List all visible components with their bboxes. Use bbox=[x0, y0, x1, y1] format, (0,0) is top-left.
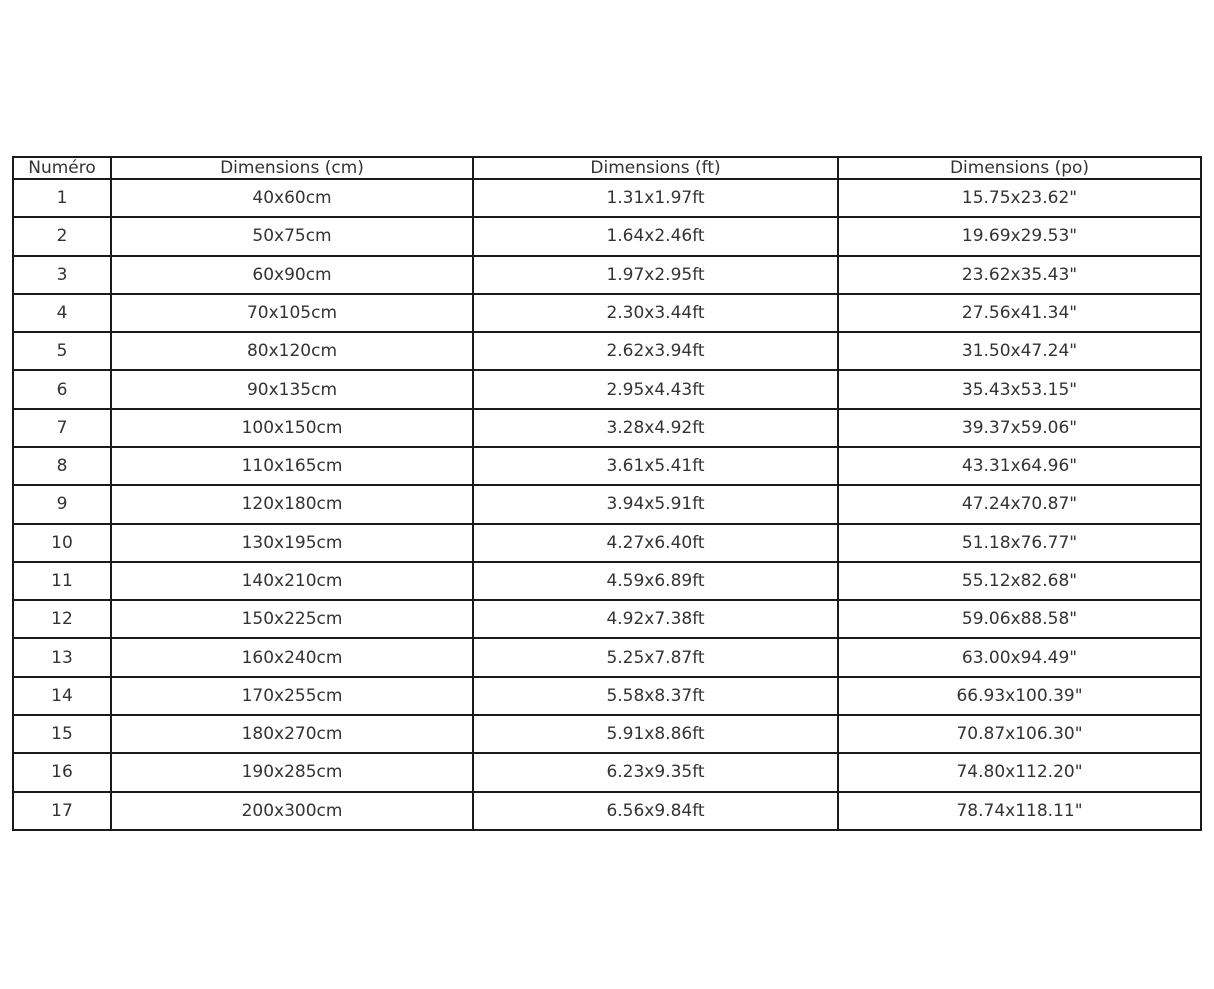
cell-numero: 5 bbox=[13, 332, 111, 370]
table-row bbox=[13, 447, 1201, 485]
table-row bbox=[13, 256, 1201, 294]
cell-dimensions-ft: 6.23x9.35ft bbox=[473, 753, 838, 791]
dimensions-conversion-table bbox=[12, 156, 1202, 831]
cell-dimensions-cm: 180x270cm bbox=[111, 715, 473, 753]
cell-dimensions-cm: 110x165cm bbox=[111, 447, 473, 485]
cell-dimensions-ft: 2.95x4.43ft bbox=[473, 370, 838, 408]
table-row bbox=[13, 294, 1201, 332]
cell-dimensions-po: 66.93x100.39" bbox=[838, 677, 1201, 715]
cell-dimensions-po: 55.12x82.68" bbox=[838, 562, 1201, 600]
cell-numero: 11 bbox=[13, 562, 111, 600]
table-row bbox=[13, 753, 1201, 791]
column-header-numero: Numéro bbox=[13, 157, 111, 179]
cell-dimensions-cm: 40x60cm bbox=[111, 179, 473, 217]
cell-dimensions-ft: 1.97x2.95ft bbox=[473, 256, 838, 294]
cell-dimensions-ft: 3.28x4.92ft bbox=[473, 409, 838, 447]
cell-dimensions-po: 70.87x106.30" bbox=[838, 715, 1201, 753]
cell-dimensions-po: 78.74x118.11" bbox=[838, 792, 1201, 831]
cell-dimensions-cm: 70x105cm bbox=[111, 294, 473, 332]
cell-dimensions-ft: 5.25x7.87ft bbox=[473, 638, 838, 676]
cell-dimensions-po: 74.80x112.20" bbox=[838, 753, 1201, 791]
cell-dimensions-cm: 80x120cm bbox=[111, 332, 473, 370]
cell-dimensions-po: 43.31x64.96" bbox=[838, 447, 1201, 485]
cell-dimensions-ft: 1.64x2.46ft bbox=[473, 217, 838, 255]
cell-numero: 13 bbox=[13, 638, 111, 676]
table-row bbox=[13, 715, 1201, 753]
cell-dimensions-ft: 5.58x8.37ft bbox=[473, 677, 838, 715]
table-row bbox=[13, 217, 1201, 255]
table-row bbox=[13, 179, 1201, 217]
cell-dimensions-po: 39.37x59.06" bbox=[838, 409, 1201, 447]
cell-numero: 9 bbox=[13, 485, 111, 523]
column-header-dimensions-cm: Dimensions (cm) bbox=[111, 157, 473, 179]
cell-numero: 17 bbox=[13, 792, 111, 831]
cell-dimensions-cm: 140x210cm bbox=[111, 562, 473, 600]
table-row bbox=[13, 638, 1201, 676]
cell-dimensions-cm: 170x255cm bbox=[111, 677, 473, 715]
cell-dimensions-cm: 150x225cm bbox=[111, 600, 473, 638]
cell-numero: 16 bbox=[13, 753, 111, 791]
cell-dimensions-cm: 50x75cm bbox=[111, 217, 473, 255]
cell-dimensions-po: 63.00x94.49" bbox=[838, 638, 1201, 676]
table-header-row bbox=[13, 157, 1201, 179]
table-row bbox=[13, 485, 1201, 523]
cell-dimensions-ft: 6.56x9.84ft bbox=[473, 792, 838, 831]
cell-dimensions-po: 51.18x76.77" bbox=[838, 524, 1201, 562]
cell-dimensions-po: 47.24x70.87" bbox=[838, 485, 1201, 523]
cell-dimensions-ft: 2.30x3.44ft bbox=[473, 294, 838, 332]
cell-dimensions-ft: 1.31x1.97ft bbox=[473, 179, 838, 217]
cell-numero: 14 bbox=[13, 677, 111, 715]
table-row bbox=[13, 332, 1201, 370]
column-header-dimensions-ft: Dimensions (ft) bbox=[473, 157, 838, 179]
cell-numero: 4 bbox=[13, 294, 111, 332]
cell-dimensions-cm: 100x150cm bbox=[111, 409, 473, 447]
cell-dimensions-cm: 190x285cm bbox=[111, 753, 473, 791]
cell-numero: 8 bbox=[13, 447, 111, 485]
table-row bbox=[13, 524, 1201, 562]
cell-dimensions-po: 23.62x35.43" bbox=[838, 256, 1201, 294]
cell-dimensions-po: 31.50x47.24" bbox=[838, 332, 1201, 370]
table-body bbox=[13, 179, 1201, 830]
table-row bbox=[13, 677, 1201, 715]
cell-numero: 7 bbox=[13, 409, 111, 447]
cell-numero: 15 bbox=[13, 715, 111, 753]
cell-dimensions-po: 59.06x88.58" bbox=[838, 600, 1201, 638]
cell-numero: 6 bbox=[13, 370, 111, 408]
cell-dimensions-ft: 3.61x5.41ft bbox=[473, 447, 838, 485]
cell-dimensions-ft: 4.59x6.89ft bbox=[473, 562, 838, 600]
table-row bbox=[13, 370, 1201, 408]
table-row bbox=[13, 600, 1201, 638]
cell-dimensions-cm: 160x240cm bbox=[111, 638, 473, 676]
cell-dimensions-cm: 120x180cm bbox=[111, 485, 473, 523]
table-row bbox=[13, 409, 1201, 447]
cell-numero: 2 bbox=[13, 217, 111, 255]
cell-dimensions-ft: 4.92x7.38ft bbox=[473, 600, 838, 638]
table-row bbox=[13, 562, 1201, 600]
cell-numero: 12 bbox=[13, 600, 111, 638]
cell-dimensions-ft: 4.27x6.40ft bbox=[473, 524, 838, 562]
cell-dimensions-po: 35.43x53.15" bbox=[838, 370, 1201, 408]
cell-dimensions-po: 15.75x23.62" bbox=[838, 179, 1201, 217]
cell-dimensions-cm: 60x90cm bbox=[111, 256, 473, 294]
column-header-dimensions-po: Dimensions (po) bbox=[838, 157, 1201, 179]
cell-dimensions-cm: 200x300cm bbox=[111, 792, 473, 831]
cell-dimensions-cm: 130x195cm bbox=[111, 524, 473, 562]
cell-dimensions-po: 19.69x29.53" bbox=[838, 217, 1201, 255]
cell-dimensions-ft: 3.94x5.91ft bbox=[473, 485, 838, 523]
cell-numero: 10 bbox=[13, 524, 111, 562]
cell-dimensions-ft: 5.91x8.86ft bbox=[473, 715, 838, 753]
cell-dimensions-ft: 2.62x3.94ft bbox=[473, 332, 838, 370]
cell-numero: 3 bbox=[13, 256, 111, 294]
cell-dimensions-po: 27.56x41.34" bbox=[838, 294, 1201, 332]
cell-dimensions-cm: 90x135cm bbox=[111, 370, 473, 408]
cell-numero: 1 bbox=[13, 179, 111, 217]
table-row bbox=[13, 792, 1201, 831]
